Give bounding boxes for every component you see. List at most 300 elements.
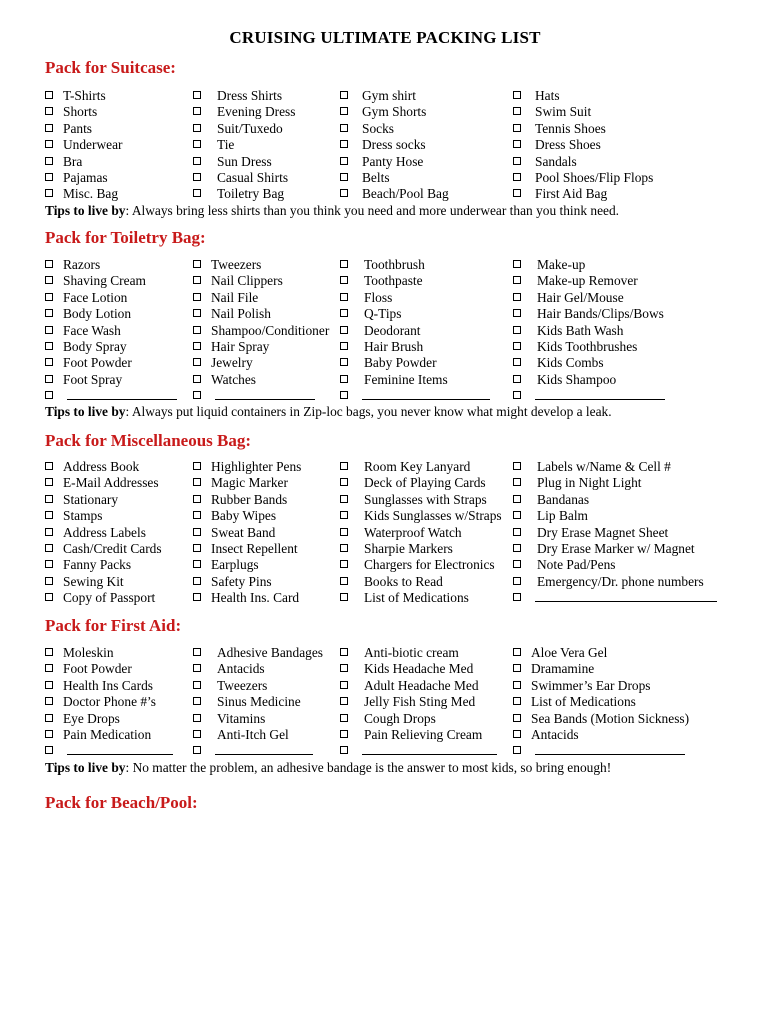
checklist-item-label: Toiletry Bag <box>217 186 285 202</box>
checklist-item[interactable] <box>513 104 591 120</box>
checkbox[interactable] <box>193 560 201 568</box>
checklist-item-label: Adhesive Bandages <box>217 645 323 660</box>
checklist-item[interactable] <box>513 323 623 339</box>
checklist-item-label: Panty Hose <box>362 153 424 169</box>
checklist-item-label: Cough Drops <box>364 710 436 726</box>
checkbox[interactable] <box>513 478 521 486</box>
checklist-item-label: Aloe Vera Gel <box>531 645 608 660</box>
checkbox[interactable] <box>340 560 348 568</box>
checkbox[interactable] <box>45 342 53 350</box>
checkbox[interactable] <box>513 276 521 284</box>
blank-checklist-item[interactable] <box>513 388 665 404</box>
checklist-item[interactable] <box>193 257 261 273</box>
checklist-item-label: Antacids <box>531 727 579 742</box>
checklist-item[interactable] <box>193 694 301 710</box>
checklist-item[interactable] <box>513 557 615 573</box>
checklist-item[interactable] <box>45 355 132 371</box>
checklist-item[interactable] <box>45 273 146 289</box>
checklist-item[interactable] <box>513 525 668 541</box>
checklist-item-label: Labels w/Name & Cell # <box>537 459 671 474</box>
checkbox[interactable] <box>45 91 53 99</box>
checkbox[interactable] <box>513 714 521 722</box>
checkbox[interactable] <box>193 544 201 552</box>
checkbox[interactable] <box>193 189 201 197</box>
checklist-item[interactable] <box>193 541 298 557</box>
checklist-item[interactable] <box>513 186 607 202</box>
checkbox[interactable] <box>193 495 201 503</box>
checkbox[interactable] <box>513 342 521 350</box>
checkbox[interactable] <box>45 107 53 115</box>
checkbox[interactable] <box>513 358 521 366</box>
checklist-item[interactable] <box>340 557 495 573</box>
checklist-item[interactable] <box>193 170 288 186</box>
checkbox[interactable] <box>45 157 53 165</box>
checklist-item[interactable] <box>45 508 102 524</box>
checkbox[interactable] <box>513 495 521 503</box>
checkbox[interactable] <box>513 577 521 585</box>
checkbox[interactable] <box>45 309 53 317</box>
checkbox[interactable] <box>513 391 521 399</box>
checklist-item[interactable] <box>45 88 106 104</box>
checkbox[interactable] <box>513 91 521 99</box>
checklist-item[interactable] <box>45 694 156 710</box>
checklist-item[interactable] <box>193 355 253 371</box>
checkbox[interactable] <box>340 189 348 197</box>
checklist-item[interactable] <box>45 557 131 573</box>
checklist-item[interactable] <box>193 290 258 306</box>
checklist-item[interactable] <box>45 186 118 202</box>
checklist-item[interactable] <box>193 154 272 170</box>
checklist-item[interactable] <box>513 678 651 694</box>
checklist-item[interactable] <box>513 727 579 743</box>
write-in-line[interactable] <box>362 388 490 400</box>
checklist-item-label: Kids Combs <box>537 355 604 371</box>
blank-checklist-item[interactable] <box>340 743 497 759</box>
checkbox[interactable] <box>513 593 521 601</box>
checkbox[interactable] <box>45 560 53 568</box>
checklist-item[interactable] <box>45 711 120 727</box>
checkbox[interactable] <box>193 391 201 399</box>
checklist-item-label: Sandals <box>535 153 577 169</box>
checklist-item[interactable] <box>340 475 486 491</box>
checkbox[interactable] <box>193 107 201 115</box>
checkbox[interactable] <box>340 746 348 754</box>
checklist-item[interactable] <box>45 541 162 557</box>
checkbox[interactable] <box>513 462 521 470</box>
checkbox[interactable] <box>513 173 521 181</box>
checklist-item[interactable] <box>340 711 436 727</box>
checklist-item[interactable] <box>513 154 577 170</box>
checkbox[interactable] <box>340 528 348 536</box>
checkbox[interactable] <box>340 276 348 284</box>
checklist-item[interactable] <box>340 257 425 273</box>
checkbox[interactable] <box>513 124 521 132</box>
checkbox[interactable] <box>193 358 201 366</box>
tip-line: Tips to live by: No matter the problem, an adhesive bandage is the answer to most kids, so bring enough! <box>45 760 612 775</box>
checklist-item[interactable] <box>340 306 401 322</box>
checklist-item[interactable] <box>513 339 637 355</box>
checkbox[interactable] <box>193 293 201 301</box>
checklist-item-label: Body Spray <box>63 339 127 354</box>
checkbox[interactable] <box>340 358 348 366</box>
checkbox[interactable] <box>513 189 521 197</box>
checklist-item[interactable] <box>45 492 118 508</box>
checklist-item[interactable] <box>193 475 288 491</box>
checklist-item[interactable] <box>513 508 588 524</box>
write-in-line[interactable] <box>67 388 177 400</box>
checklist-item-label: Address Book <box>63 459 140 474</box>
checklist-item[interactable] <box>45 661 132 677</box>
write-in-line[interactable] <box>67 743 173 755</box>
checklist-item[interactable] <box>193 508 276 524</box>
checkbox[interactable] <box>340 375 348 383</box>
checkbox[interactable] <box>340 730 348 738</box>
checkbox[interactable] <box>193 478 201 486</box>
write-in-line[interactable] <box>215 388 315 400</box>
checklist-item-label: Baby Wipes <box>211 508 277 524</box>
tip-label: Tips to live by <box>45 760 126 775</box>
blank-checklist-item[interactable] <box>45 388 177 404</box>
checklist-item[interactable] <box>340 525 462 541</box>
write-in-line[interactable] <box>215 743 313 755</box>
checkbox[interactable] <box>340 511 348 519</box>
checklist-item[interactable] <box>340 290 392 306</box>
checklist-item-label: Sinus Medicine <box>217 694 301 710</box>
checklist-item-label: Pain Medication <box>63 727 152 742</box>
checklist-item[interactable] <box>45 104 97 120</box>
checklist-item[interactable] <box>193 104 295 120</box>
checklist-item[interactable] <box>340 590 469 606</box>
checklist-item-label: Eye Drops <box>63 710 120 726</box>
checklist-item[interactable] <box>193 492 287 508</box>
checklist-item-label: Nail Clippers <box>211 273 283 289</box>
checklist-item[interactable] <box>193 678 267 694</box>
checkbox[interactable] <box>193 157 201 165</box>
checkbox[interactable] <box>45 681 53 689</box>
checkbox[interactable] <box>340 391 348 399</box>
checklist-item[interactable] <box>45 678 153 694</box>
checklist-item[interactable] <box>340 492 487 508</box>
checkbox[interactable] <box>340 91 348 99</box>
checkbox[interactable] <box>45 462 53 470</box>
blank-checklist-item[interactable] <box>513 590 717 606</box>
checklist-item[interactable] <box>193 727 289 743</box>
checklist-item[interactable] <box>340 508 502 524</box>
checkbox[interactable] <box>45 664 53 672</box>
checklist-item[interactable] <box>193 525 275 541</box>
checkbox[interactable] <box>45 697 53 705</box>
checklist-item[interactable] <box>45 306 131 322</box>
checklist-item[interactable] <box>193 306 271 322</box>
checklist-item-label: Gym Shorts <box>362 104 427 120</box>
checklist-item-label: Jewelry <box>211 355 253 371</box>
checklist-item[interactable] <box>513 121 606 137</box>
checklist-item[interactable] <box>340 645 459 661</box>
checkbox[interactable] <box>340 462 348 470</box>
checklist-item-label: Watches <box>211 371 257 387</box>
checklist-item[interactable] <box>340 323 421 339</box>
checklist-item[interactable] <box>340 137 426 153</box>
checklist-item[interactable] <box>513 170 653 186</box>
checklist-item[interactable] <box>45 645 114 661</box>
checkbox[interactable] <box>513 140 521 148</box>
checkbox[interactable] <box>45 478 53 486</box>
checkbox[interactable] <box>340 342 348 350</box>
checklist-item[interactable] <box>193 557 259 573</box>
checkbox[interactable] <box>193 714 201 722</box>
write-in-line[interactable] <box>535 590 717 602</box>
checkbox[interactable] <box>193 746 201 754</box>
checklist-item[interactable] <box>340 459 470 475</box>
checkbox[interactable] <box>513 528 521 536</box>
checklist-item-label: Address Labels <box>63 524 146 540</box>
checklist-item[interactable] <box>513 355 604 371</box>
checkbox[interactable] <box>340 173 348 181</box>
checkbox[interactable] <box>513 648 521 656</box>
checklist-item[interactable] <box>340 727 482 743</box>
checklist-item[interactable] <box>340 678 479 694</box>
checkbox[interactable] <box>340 495 348 503</box>
checkbox[interactable] <box>513 697 521 705</box>
checklist-item[interactable] <box>340 170 390 186</box>
checkbox[interactable] <box>513 746 521 754</box>
checkbox[interactable] <box>45 648 53 656</box>
checklist-item[interactable] <box>340 104 426 120</box>
checklist-item[interactable] <box>340 186 449 202</box>
checklist-item[interactable] <box>193 323 329 339</box>
checkbox[interactable] <box>45 593 53 601</box>
write-in-line[interactable] <box>535 388 665 400</box>
checkbox[interactable] <box>193 593 201 601</box>
checkbox[interactable] <box>193 140 201 148</box>
checklist-item[interactable] <box>45 323 121 339</box>
checkbox[interactable] <box>513 260 521 268</box>
checkbox[interactable] <box>513 326 521 334</box>
checklist-item[interactable] <box>513 492 589 508</box>
checkbox[interactable] <box>193 309 201 317</box>
checkbox[interactable] <box>513 511 521 519</box>
checkbox[interactable] <box>193 375 201 383</box>
blank-checklist-item[interactable] <box>193 743 313 759</box>
checklist-item[interactable] <box>340 574 443 590</box>
checkbox[interactable] <box>193 528 201 536</box>
section-heading: Pack for Miscellaneous Bag: <box>45 431 252 450</box>
checklist-item-label: Sewing Kit <box>63 573 124 589</box>
checkbox[interactable] <box>193 326 201 334</box>
checkbox[interactable] <box>340 577 348 585</box>
checkbox[interactable] <box>513 375 521 383</box>
checkbox[interactable] <box>513 681 521 689</box>
checkbox[interactable] <box>45 511 53 519</box>
checklist-item[interactable] <box>45 372 122 388</box>
checkbox[interactable] <box>193 124 201 132</box>
checkbox[interactable] <box>45 730 53 738</box>
checklist-item[interactable] <box>45 137 122 153</box>
checkbox[interactable] <box>340 697 348 705</box>
checklist-item[interactable] <box>45 727 151 743</box>
checklist-item-label: Shampoo/Conditioner <box>211 322 330 338</box>
checkbox[interactable] <box>193 260 201 268</box>
checkbox[interactable] <box>193 577 201 585</box>
checklist-item[interactable] <box>513 711 689 727</box>
checkbox[interactable] <box>45 495 53 503</box>
checkbox[interactable] <box>45 391 53 399</box>
checklist-item[interactable] <box>513 541 695 557</box>
checklist-item[interactable] <box>513 459 671 475</box>
checklist-item[interactable] <box>340 661 473 677</box>
checkbox[interactable] <box>45 276 53 284</box>
checklist-item[interactable] <box>193 590 299 606</box>
checkbox[interactable] <box>340 681 348 689</box>
checklist-item[interactable] <box>340 121 394 137</box>
checklist-item[interactable] <box>193 645 323 661</box>
checklist-item-label: Suit/Tuxedo <box>217 120 283 136</box>
checkbox[interactable] <box>340 157 348 165</box>
checkbox[interactable] <box>340 293 348 301</box>
checklist-item[interactable] <box>193 88 282 104</box>
checkbox[interactable] <box>193 664 201 672</box>
checkbox[interactable] <box>45 746 53 754</box>
checklist-item[interactable] <box>513 645 607 661</box>
checklist-item[interactable] <box>513 372 616 388</box>
checkbox[interactable] <box>193 342 201 350</box>
checklist-item[interactable] <box>45 339 127 355</box>
checklist-item[interactable] <box>45 154 82 170</box>
checkbox[interactable] <box>193 697 201 705</box>
checkbox[interactable] <box>45 189 53 197</box>
checkbox[interactable] <box>513 293 521 301</box>
checkbox[interactable] <box>45 577 53 585</box>
checklist-item[interactable] <box>513 306 664 322</box>
checkbox[interactable] <box>45 140 53 148</box>
checkbox[interactable] <box>513 560 521 568</box>
checklist-item[interactable] <box>193 273 283 289</box>
checkbox[interactable] <box>340 478 348 486</box>
checkbox[interactable] <box>513 664 521 672</box>
checklist-item-label: Insect Repellent <box>211 541 298 556</box>
blank-checklist-item[interactable] <box>45 743 173 759</box>
blank-checklist-item[interactable] <box>193 388 315 404</box>
checklist-item-label: Adult Headache Med <box>364 677 479 693</box>
checklist-item[interactable] <box>340 541 453 557</box>
checklist-item[interactable] <box>45 170 108 186</box>
checklist-item[interactable] <box>193 121 283 137</box>
checkbox[interactable] <box>193 681 201 689</box>
checklist-item-label: Magic Marker <box>211 475 288 491</box>
checklist-item[interactable] <box>193 459 301 475</box>
checkbox[interactable] <box>340 714 348 722</box>
checkbox[interactable] <box>193 730 201 738</box>
checkbox[interactable] <box>45 173 53 181</box>
checklist-item[interactable] <box>340 339 423 355</box>
checkbox[interactable] <box>45 375 53 383</box>
checklist-item[interactable] <box>45 459 139 475</box>
checkbox[interactable] <box>45 293 53 301</box>
checklist-item[interactable] <box>340 273 423 289</box>
checkbox[interactable] <box>340 326 348 334</box>
checkbox[interactable] <box>513 309 521 317</box>
checkbox[interactable] <box>45 528 53 536</box>
checkbox[interactable] <box>45 358 53 366</box>
checklist-item[interactable] <box>513 273 638 289</box>
checklist-item[interactable] <box>513 290 624 306</box>
checklist-item[interactable] <box>193 661 265 677</box>
checklist-item-label: Tennis Shoes <box>535 120 606 136</box>
checklist-item-label: List of Medications <box>364 590 469 606</box>
checklist-item[interactable] <box>193 574 272 590</box>
checkbox[interactable] <box>193 276 201 284</box>
checkbox[interactable] <box>45 714 53 722</box>
checkbox[interactable] <box>45 326 53 334</box>
checkbox[interactable] <box>340 544 348 552</box>
checkbox[interactable] <box>45 544 53 552</box>
checklist-item[interactable] <box>340 355 437 371</box>
checklist-item-label: E-Mail Addresses <box>63 475 159 491</box>
checkbox[interactable] <box>193 462 201 470</box>
checkbox[interactable] <box>340 593 348 601</box>
checklist-item[interactable] <box>193 711 265 727</box>
checklist-item-label: Sea Bands (Motion Sickness) <box>531 710 690 726</box>
blank-checklist-item[interactable] <box>340 388 490 404</box>
checkbox[interactable] <box>193 173 201 181</box>
checklist-item[interactable] <box>513 694 636 710</box>
checkbox[interactable] <box>340 309 348 317</box>
checkbox[interactable] <box>340 140 348 148</box>
blank-checklist-item[interactable] <box>513 743 685 759</box>
checklist-item[interactable] <box>193 137 234 153</box>
checklist-item[interactable] <box>193 372 256 388</box>
checkbox[interactable] <box>340 664 348 672</box>
checklist-item[interactable] <box>45 475 159 491</box>
checklist-item[interactable] <box>513 574 704 590</box>
checklist-item[interactable] <box>340 88 416 104</box>
checklist-item[interactable] <box>513 88 560 104</box>
checklist-item[interactable] <box>340 694 475 710</box>
checklist-item[interactable] <box>45 574 124 590</box>
checklist-item[interactable] <box>340 154 423 170</box>
checkbox[interactable] <box>340 260 348 268</box>
checklist-item[interactable] <box>340 372 448 388</box>
checkbox[interactable] <box>340 107 348 115</box>
checkbox[interactable] <box>193 648 201 656</box>
checklist-item-label: Dress socks <box>362 137 426 153</box>
checklist-item[interactable] <box>513 661 594 677</box>
checkbox[interactable] <box>45 260 53 268</box>
checklist-item[interactable] <box>45 121 92 137</box>
checklist-item[interactable] <box>45 525 146 541</box>
checkbox[interactable] <box>513 730 521 738</box>
checkbox[interactable] <box>513 544 521 552</box>
write-in-line[interactable] <box>535 743 685 755</box>
checkbox[interactable] <box>513 157 521 165</box>
checklist-item[interactable] <box>193 186 284 202</box>
checklist-item-label: Waterproof Watch <box>364 524 462 540</box>
checkbox[interactable] <box>340 124 348 132</box>
checklist-item[interactable] <box>193 339 269 355</box>
checkbox[interactable] <box>45 124 53 132</box>
write-in-line[interactable] <box>362 743 497 755</box>
checkbox[interactable] <box>193 511 201 519</box>
checklist-item[interactable] <box>45 290 127 306</box>
checkbox[interactable] <box>513 107 521 115</box>
checklist-item[interactable] <box>45 257 100 273</box>
checklist-item[interactable] <box>513 475 642 491</box>
checkbox[interactable] <box>193 91 201 99</box>
checkbox[interactable] <box>340 648 348 656</box>
checklist-item[interactable] <box>513 257 585 273</box>
checklist-item[interactable] <box>513 137 601 153</box>
checklist-item[interactable] <box>45 590 155 606</box>
